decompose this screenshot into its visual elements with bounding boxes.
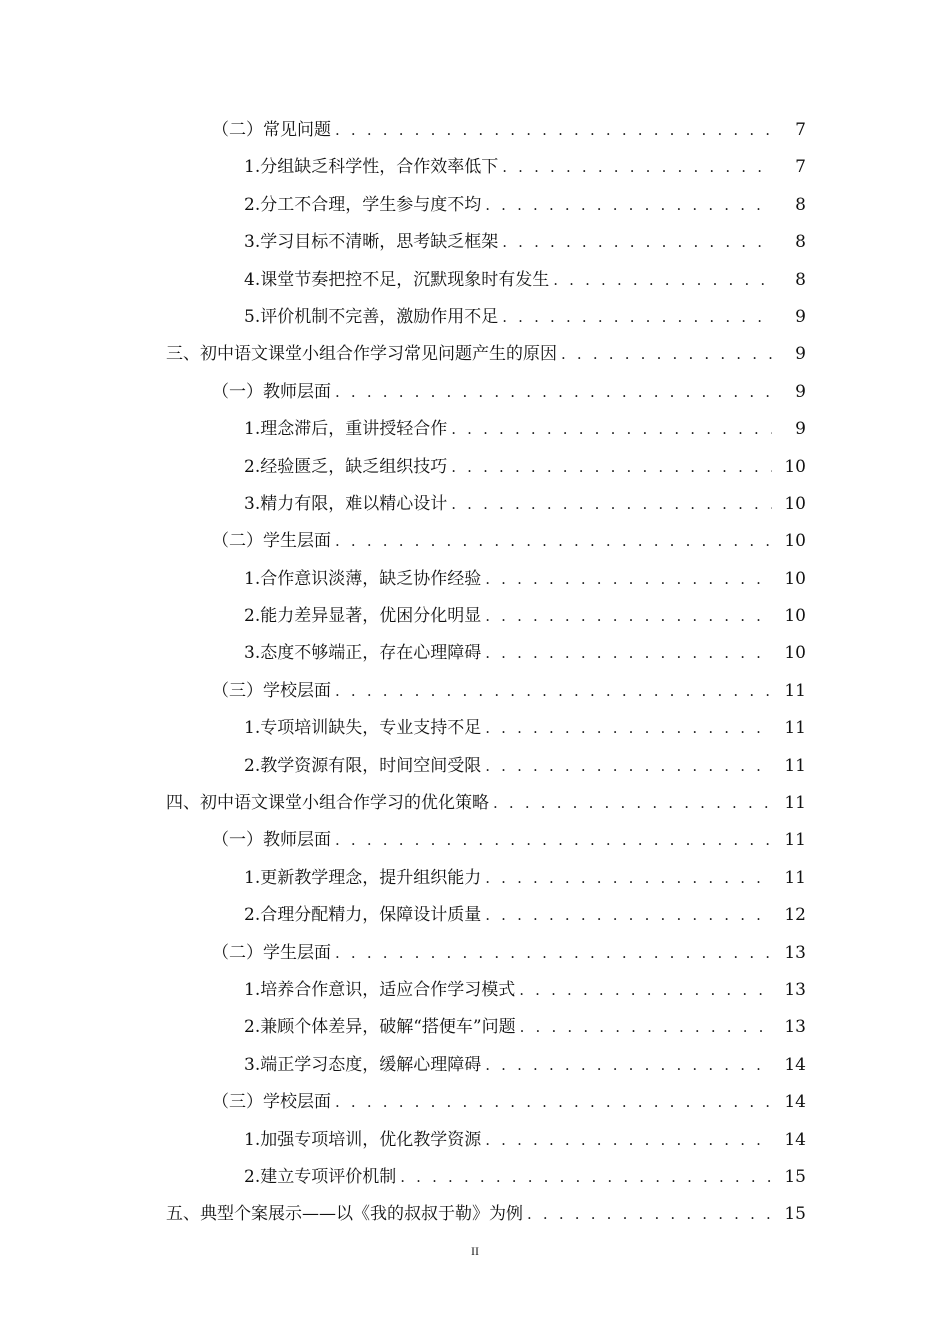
toc-entry[interactable] <box>0 112 950 149</box>
dot-leader <box>335 1084 772 1121</box>
dot-leader <box>553 262 772 299</box>
toc-entry-page: 10 <box>784 606 806 627</box>
toc-entry-page: 11 <box>784 793 806 814</box>
toc-entry[interactable] <box>0 187 950 224</box>
toc-entry-page: 14 <box>784 1129 806 1150</box>
toc-entry[interactable] <box>0 897 950 934</box>
toc-entry[interactable] <box>0 523 950 560</box>
toc-entry-page: 10 <box>784 456 806 477</box>
dot-leader <box>485 635 772 672</box>
toc-entry-title: 五、典型个案展示——以《我的叔叔于勒》为例 <box>166 1204 523 1225</box>
toc-entry-title: 2.建立专项评价机制 <box>244 1166 397 1187</box>
toc-entry[interactable] <box>0 411 950 448</box>
dot-leader <box>335 822 772 859</box>
toc-entry[interactable] <box>0 748 950 785</box>
toc-entry[interactable] <box>0 710 950 747</box>
dot-leader <box>335 112 772 149</box>
toc-entry-page: 14 <box>784 1092 806 1113</box>
toc-entry[interactable] <box>0 935 950 972</box>
toc-entry-title: 2.教学资源有限，时间空间受限 <box>244 755 482 776</box>
toc-entry[interactable] <box>0 224 950 261</box>
toc-entry-title: 1.理念滞后，重讲授轻合作 <box>244 419 448 440</box>
toc-entry-page: 15 <box>784 1204 806 1225</box>
dot-leader <box>485 860 772 897</box>
toc-entry[interactable] <box>0 336 950 373</box>
toc-entry-page: 9 <box>795 306 806 327</box>
toc-entry-page: 10 <box>784 493 806 514</box>
toc-entry-title: （三）学校层面 <box>212 1092 331 1113</box>
page-number: II <box>471 1244 479 1258</box>
dot-leader <box>502 149 772 186</box>
toc-entry-page: 9 <box>795 344 806 365</box>
toc-entry[interactable] <box>0 1084 950 1121</box>
toc-entry-title: （二）学生层面 <box>212 531 331 552</box>
toc-entry-title: 3.端正学习态度，缓解心理障碍 <box>244 1054 482 1075</box>
dot-leader <box>502 299 772 336</box>
toc-entry-page: 7 <box>795 157 806 178</box>
toc-entry[interactable] <box>0 860 950 897</box>
dot-leader <box>335 523 772 560</box>
toc-entry-page: 10 <box>784 568 806 589</box>
toc-entry-title: （二）学生层面 <box>212 942 331 963</box>
toc-entry-title: 1.专项培训缺失，专业支持不足 <box>244 718 482 739</box>
toc-entry[interactable] <box>0 822 950 859</box>
toc-entry-title: 2.兼顾个体差异，破解“搭便车”问题 <box>244 1017 516 1038</box>
dot-leader <box>335 673 772 710</box>
toc-entry-title: （三）学校层面 <box>212 680 331 701</box>
toc-entry-title: 2.分工不合理，学生参与度不均 <box>244 194 482 215</box>
toc-entry[interactable] <box>0 785 950 822</box>
dot-leader <box>485 187 772 224</box>
toc-entry-page: 8 <box>795 232 806 253</box>
dot-leader <box>335 935 772 972</box>
toc-entry-page: 7 <box>795 120 806 140</box>
toc-entry-title: （一）教师层面 <box>212 830 331 851</box>
toc-entry[interactable] <box>0 1047 950 1084</box>
toc-entry[interactable] <box>0 149 950 186</box>
dot-leader <box>485 1122 772 1159</box>
toc-entry-page: 13 <box>784 1017 806 1038</box>
toc-entry[interactable] <box>0 1159 950 1196</box>
toc-entry-page: 10 <box>784 531 806 552</box>
toc-entry-title: （二）常见问题 <box>212 120 331 140</box>
dot-leader <box>485 710 772 747</box>
toc-entry-page: 11 <box>784 830 806 851</box>
toc-entry[interactable] <box>0 561 950 598</box>
toc-entry-page: 14 <box>784 1054 806 1075</box>
toc-entry-page: 10 <box>784 643 806 664</box>
dot-leader <box>451 486 772 523</box>
toc-entry[interactable] <box>0 598 950 635</box>
toc-entry-page: 9 <box>795 419 806 440</box>
dot-leader <box>451 449 772 486</box>
toc-entry[interactable] <box>0 449 950 486</box>
toc-entry-page: 13 <box>784 942 806 963</box>
toc-entry-page: 8 <box>795 269 806 290</box>
toc-entry-title: 3.学习目标不清晰，思考缺乏框架 <box>244 232 499 253</box>
toc-entry-page: 13 <box>784 979 806 1000</box>
toc-entry-page: 8 <box>795 194 806 215</box>
dot-leader <box>400 1159 772 1196</box>
toc-entry[interactable] <box>0 486 950 523</box>
dot-leader <box>485 598 772 635</box>
toc-entry-title: 三、初中语文课堂小组合作学习常见问题产生的原因 <box>166 344 557 365</box>
table-of-contents <box>0 112 950 1234</box>
dot-leader <box>520 1009 772 1046</box>
toc-entry-title: 3.精力有限，难以精心设计 <box>244 493 448 514</box>
dot-leader <box>561 336 772 373</box>
toc-entry[interactable] <box>0 299 950 336</box>
toc-entry-title: 2.能力差异显著，优困分化明显 <box>244 606 482 627</box>
toc-entry-page: 11 <box>784 867 806 888</box>
dot-leader <box>485 897 772 934</box>
dot-leader <box>493 785 772 822</box>
toc-entry[interactable] <box>0 673 950 710</box>
toc-entry[interactable] <box>0 972 950 1009</box>
toc-entry-page: 12 <box>784 905 806 926</box>
toc-entry-page: 11 <box>784 718 806 739</box>
toc-entry-title: 3.态度不够端正，存在心理障碍 <box>244 643 482 664</box>
dot-leader <box>485 748 772 785</box>
toc-entry-title: （一）教师层面 <box>212 381 331 402</box>
toc-entry-page: 11 <box>784 680 806 701</box>
dot-leader <box>502 224 772 261</box>
toc-entry-title: 2.合理分配精力，保障设计质量 <box>244 905 482 926</box>
dot-leader <box>485 561 772 598</box>
toc-entry[interactable] <box>0 1009 950 1046</box>
dot-leader <box>335 374 772 411</box>
toc-entry-title: 1.合作意识淡薄，缺乏协作经验 <box>244 568 482 589</box>
toc-entry[interactable] <box>0 374 950 411</box>
toc-entry[interactable] <box>0 635 950 672</box>
toc-entry-title: 1.分组缺乏科学性，合作效率低下 <box>244 157 499 178</box>
toc-entry-title: 5.评价机制不完善，激励作用不足 <box>244 306 499 327</box>
dot-leader <box>519 972 772 1009</box>
toc-entry[interactable] <box>0 1122 950 1159</box>
toc-entry-title: 1.更新教学理念，提升组织能力 <box>244 867 482 888</box>
dot-leader <box>451 411 772 448</box>
toc-entry-page: 11 <box>784 755 806 776</box>
toc-entry-title: 1.加强专项培训，优化教学资源 <box>244 1129 482 1150</box>
toc-entry[interactable] <box>0 1196 950 1233</box>
toc-entry-title: 1.培养合作意识，适应合作学习模式 <box>244 979 516 1000</box>
toc-entry-page: 9 <box>795 381 806 402</box>
dot-leader <box>527 1196 772 1233</box>
toc-entry-page: 15 <box>784 1166 806 1187</box>
toc-entry-title: 2.经验匮乏，缺乏组织技巧 <box>244 456 448 477</box>
toc-entry-title: 4.课堂节奏把控不足，沉默现象时有发生 <box>244 269 550 290</box>
toc-entry[interactable] <box>0 262 950 299</box>
toc-entry-title: 四、初中语文课堂小组合作学习的优化策略 <box>166 793 489 814</box>
dot-leader <box>485 1047 772 1084</box>
